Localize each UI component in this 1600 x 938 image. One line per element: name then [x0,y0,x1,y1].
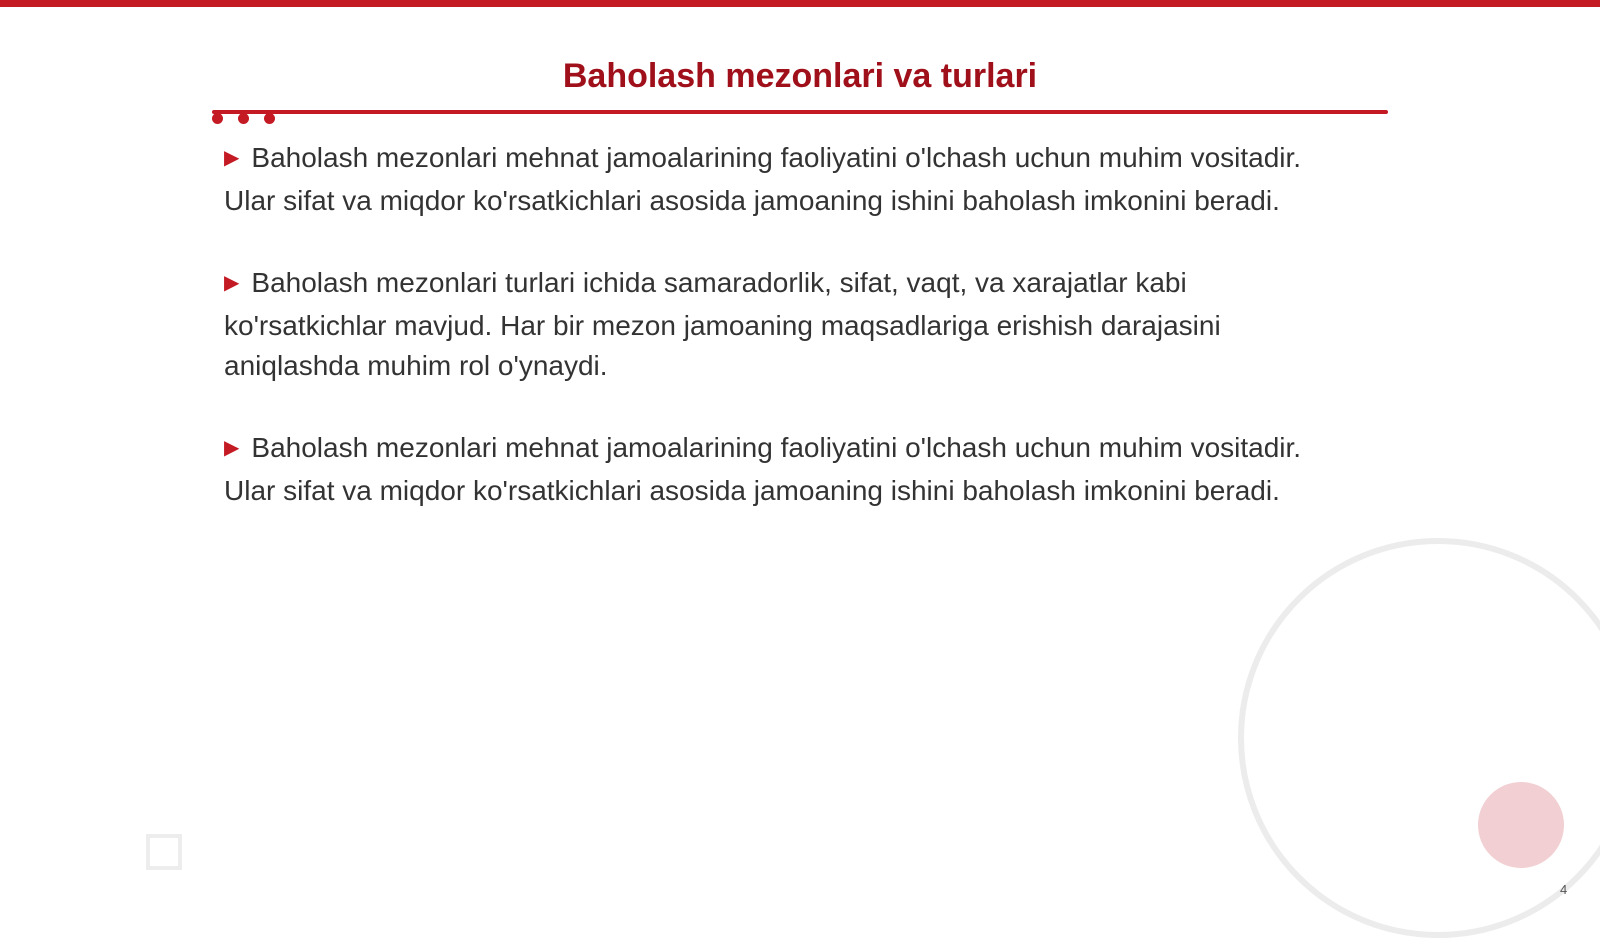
underline-dot [238,113,249,124]
top-accent-bar [0,0,1600,7]
bullet-text: Baholash mezonlari mehnat jamoalarining faoliyatini o'lchash uchun muhim vositadir. Ular sifat va miqdor ko'rsatkichlari asosida jamoaning ishini baholash imkonini beradi. [224,432,1302,506]
bullet-text: Baholash mezonlari mehnat jamoalarining faoliyatini o'lchash uchun muhim vositadir. Ular sifat va miqdor ko'rsatkichlari asosida jamoaning ishini baholash imkonini beradi. [224,142,1302,216]
title-underline [212,110,1388,114]
underline-dot [264,113,275,124]
page-number: 4 [1560,882,1568,897]
play-triangle-icon: ▶ [224,272,240,294]
decorative-ring [1238,538,1600,938]
bullet-text: Baholash mezonlari turlari ichida samaradorlik, sifat, vaqt, va xarajatlar kabi ko'rsatkichlar mavjud. Har bir mezon jamoaning maqsadlariga erishish darajasini aniqlashda muhim rol o'ynaydi. [224,267,1221,381]
bullet-list [224,138,1324,553]
play-triangle-icon: ▶ [224,147,240,169]
slide-title: Baholash mezonlari va turlari [562,57,1038,95]
bullet-item [224,428,1324,511]
underline-dot [212,113,223,124]
decorative-dot [1478,782,1564,868]
bullet-item [224,138,1324,221]
bullet-item [224,263,1324,386]
decorative-square [146,834,182,870]
play-triangle-icon: ▶ [224,437,240,459]
